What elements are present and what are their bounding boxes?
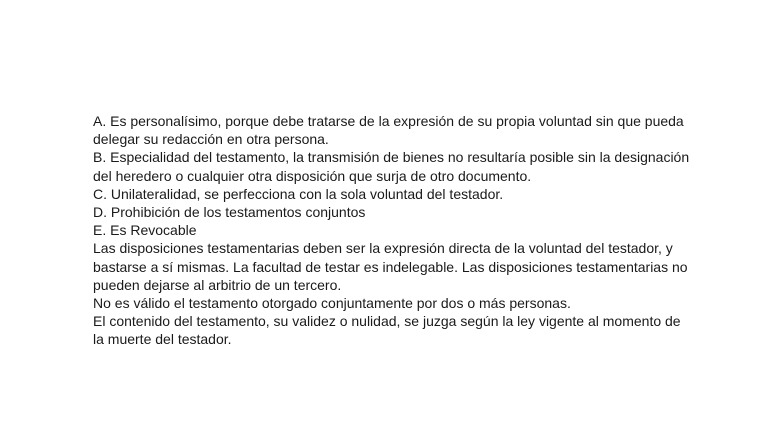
text-block <box>93 112 693 349</box>
paragraph-b-especialidad: B. Especialidad del testamento, la transmisión de bienes no resultaría posible sin la designación del heredero o cualquier otra disposición que surja de otro documento. <box>93 149 690 184</box>
paragraph-no-valido: No es válido el testamento otorgado conjuntamente por dos o más personas. <box>93 295 571 312</box>
paragraph-d-prohibicion: D. Prohibición de los testamentos conjuntos <box>93 204 366 221</box>
paragraph-a-personalisimo: A. Es personalísimo, porque debe tratarse de la expresión de su propia voluntad sin que pueda delegar su redacción en otra persona. <box>93 113 684 148</box>
paragraph-contenido: El contenido del testamento, su validez o nulidad, se juzga según la ley vigente al momento de la muerte del testador. <box>93 313 681 348</box>
paragraph-e-revocable: E. Es Revocable <box>93 222 197 239</box>
paragraph-disposiciones: Las disposiciones testamentarias deben ser la expresión directa de la voluntad del testador, y bastarse a sí mismas. La facultad de testar es indelegable. Las disposiciones testamentarias no pueden dejarse al arbitrio de un tercero. <box>93 240 688 293</box>
paragraph-c-unilateralidad: C. Unilateralidad, se perfecciona con la sola voluntad del testador. <box>93 185 504 202</box>
